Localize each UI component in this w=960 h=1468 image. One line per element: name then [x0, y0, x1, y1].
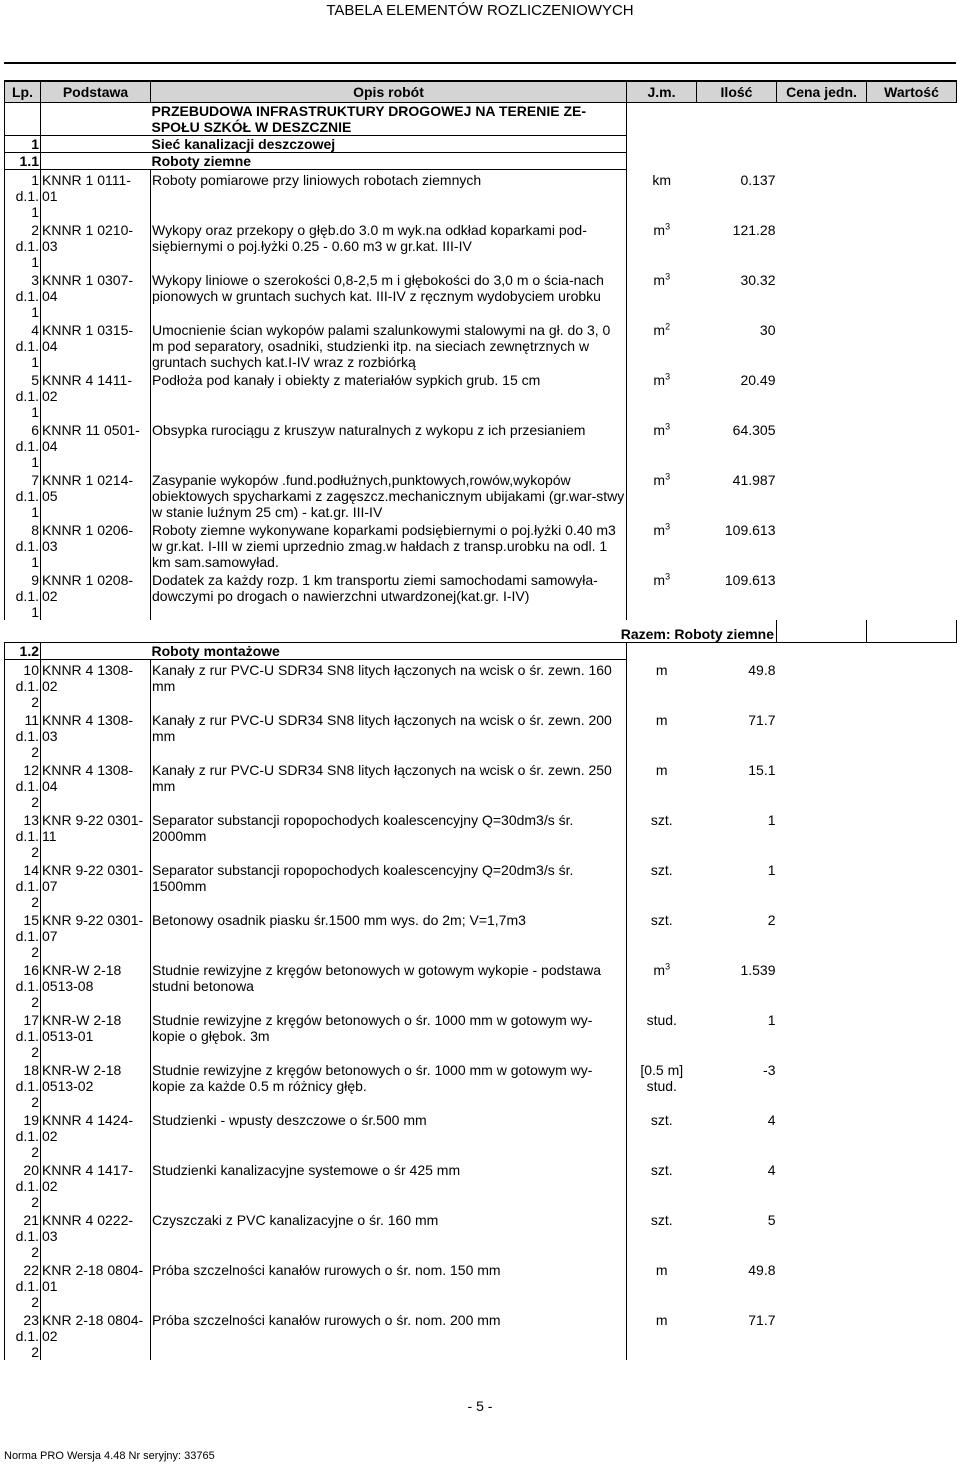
table-row — [5, 1210, 957, 1260]
row-quantity: 4 — [767, 1112, 776, 1128]
row-unit-price — [777, 960, 867, 1010]
row-unit-price — [777, 1310, 867, 1360]
table-row — [5, 270, 957, 320]
table-header-row — [5, 81, 957, 103]
row-description: Próba szczelności kanałów rurowych o śr. nom. 200 mm — [151, 1310, 627, 1360]
row-basis: KNNR 4 1417- 02 — [41, 1160, 151, 1210]
table-row — [5, 1110, 957, 1160]
row-lp: 21 d.1. 2 — [5, 1210, 41, 1260]
row-basis: KNNR 4 1424- 02 — [41, 1110, 151, 1160]
row-unit: m — [655, 712, 668, 728]
row-lp: 17 d.1. 2 — [5, 1010, 41, 1060]
row-basis: KNNR 1 0214- 05 — [41, 470, 151, 520]
row-unit-price — [777, 1260, 867, 1310]
row-basis: KNNR 1 0208- 02 — [41, 570, 151, 620]
row-unit-price — [777, 370, 867, 420]
row-lp: 20 d.1. 2 — [5, 1160, 41, 1210]
table-row — [5, 520, 957, 570]
subsection-row — [5, 153, 957, 170]
row-quantity: 49.8 — [748, 1262, 776, 1278]
table-row — [5, 1260, 957, 1310]
row-quantity: 4 — [767, 1162, 776, 1178]
row-quantity: 1.539 — [740, 962, 776, 978]
row-quantity: 2 — [767, 912, 776, 928]
table-row — [5, 860, 957, 910]
col-header-cena: Cena jedn. — [777, 81, 867, 103]
section-title: Sieć kanalizacji deszczowej — [151, 136, 627, 153]
row-basis: KNNR 4 1411- 02 — [41, 370, 151, 420]
row-quantity: 49.8 — [748, 661, 776, 678]
table-row — [5, 470, 957, 520]
row-quantity: 109.613 — [724, 572, 776, 588]
row-unit-price — [777, 1010, 867, 1060]
row-basis: KNR 9-22 0301- 11 — [41, 810, 151, 860]
row-description: Studzienki kanalizacyjne systemowe o śr 425 mm — [151, 1160, 627, 1210]
row-unit: $m^2$ — [653, 321, 671, 338]
row-unit: szt. — [650, 1112, 673, 1128]
col-header-podstawa: Podstawa — [41, 81, 151, 103]
row-lp: 16 d.1. 2 — [5, 960, 41, 1010]
row-description: Zasypanie wykopów .fund.podłużnych,punktowych,rowów,wykopów obiektowych spycharkami z zagęszcz.mechanicznym ubijakami (gr.war-stwy w stanie luźnym 25 cm) - kat.gr. III-IV — [151, 470, 627, 520]
row-basis: KNR-W 2-18 0513-08 — [41, 960, 151, 1010]
row-unit-price — [777, 1110, 867, 1160]
table-row — [5, 910, 957, 960]
table-row — [5, 420, 957, 470]
row-unit-price — [777, 170, 867, 221]
row-unit: m — [655, 1262, 668, 1278]
row-lp: 2 d.1. 1 — [5, 220, 41, 270]
document-title: TABELA ELEMENTÓW ROZLICZENIOWYCH — [326, 2, 634, 19]
subsection-lp: 1.2 — [5, 643, 41, 660]
row-value — [867, 960, 957, 1010]
row-lp: 9 d.1. 1 — [5, 570, 41, 620]
row-unit: szt. — [650, 1212, 673, 1228]
project-title-row — [5, 103, 957, 136]
row-unit-price — [777, 660, 867, 711]
row-quantity: 109.613 — [724, 522, 776, 538]
row-value — [867, 860, 957, 910]
row-value — [867, 810, 957, 860]
row-basis: KNNR 1 0206- 03 — [41, 520, 151, 570]
row-value — [867, 170, 957, 221]
row-description: Betonowy osadnik piasku śr.1500 mm wys. do 2m; V=1,7m3 — [151, 910, 627, 960]
row-lp: 10 d.1. 2 — [5, 660, 41, 711]
table-row — [5, 810, 957, 860]
row-lp: 15 d.1. 2 — [5, 910, 41, 960]
col-header-wartosc: Wartość — [867, 81, 957, 103]
row-lp: 5 d.1. 1 — [5, 370, 41, 420]
table-row — [5, 760, 957, 810]
row-lp: 12 d.1. 2 — [5, 760, 41, 810]
row-value — [867, 420, 957, 470]
row-description: Próba szczelności kanałów rurowych o śr. nom. 150 mm — [151, 1260, 627, 1310]
row-unit: szt. — [650, 912, 673, 928]
row-basis: KNR 9-22 0301- 07 — [41, 910, 151, 960]
row-unit: szt. — [650, 1162, 673, 1178]
row-lp: 19 d.1. 2 — [5, 1110, 41, 1160]
table-row — [5, 320, 957, 370]
row-description: Separator substancji ropopochodych koalescencyjny Q=30dm3/s śr. 2000mm — [151, 810, 627, 860]
row-unit: $m^3$ — [653, 571, 671, 588]
row-unit: $m^3$ — [653, 271, 671, 288]
row-unit: stud. — [646, 1012, 677, 1028]
table-row — [5, 220, 957, 270]
row-description: Roboty ziemne wykonywane koparkami podsiębiernymi o poj.łyżki 0.40 m3 w gr.kat. I-III w ziemi uprzednio zmag.w hałdach z transp.urobku na odl. 1 km sam.samowyład. — [151, 520, 627, 570]
row-basis: KNNR 11 0501- 04 — [41, 420, 151, 470]
col-header-ilosc: Ilość — [697, 81, 777, 103]
row-description: Kanały z rur PVC-U SDR34 SN8 litych łączonych na wcisk o śr. zewn. 250 mm — [151, 760, 627, 810]
row-quantity: 64.305 — [732, 422, 776, 438]
row-value — [867, 910, 957, 960]
row-value — [867, 570, 957, 620]
row-quantity: 0.137 — [740, 171, 776, 188]
row-unit-price — [777, 910, 867, 960]
page-number: - 5 - — [467, 1398, 493, 1414]
table-row — [5, 1010, 957, 1060]
subtotal-row — [5, 620, 957, 643]
row-quantity: 5 — [767, 1212, 776, 1228]
row-lp: 22 d.1. 2 — [5, 1260, 41, 1310]
row-quantity: 41.987 — [732, 472, 776, 488]
col-header-opis: Opis robót — [151, 81, 627, 103]
row-value — [867, 1310, 957, 1360]
row-unit: m — [655, 1312, 668, 1328]
row-basis: KNNR 4 1308- 03 — [41, 710, 151, 760]
footer-software-info: Norma PRO Wersja 4.48 Nr seryjny: 33765 — [4, 1450, 215, 1462]
row-unit: $m^3$ — [653, 471, 671, 488]
table-body — [5, 103, 957, 1361]
row-lp: 13 d.1. 2 — [5, 810, 41, 860]
row-basis: KNNR 1 0315- 04 — [41, 320, 151, 370]
subsection-title: Roboty ziemne — [151, 153, 627, 170]
row-unit-price — [777, 1060, 867, 1110]
row-quantity: 30.32 — [740, 272, 776, 288]
table-row — [5, 960, 957, 1010]
row-lp: 11 d.1. 2 — [5, 710, 41, 760]
row-value — [867, 710, 957, 760]
row-description: Studnie rewizyjne z kręgów betonowych o śr. 1000 mm w gotowym wy-kopie za każde 0.5 m różnicy głęb. — [151, 1060, 627, 1110]
row-description: Dodatek za każdy rozp. 1 km transportu ziemi samochodami samowyła-dowczymi po drogach o nawierzchni utwardzonej(kat.gr. I-IV) — [151, 570, 627, 620]
row-quantity: 71.7 — [748, 712, 776, 728]
row-unit-price — [777, 860, 867, 910]
row-value — [867, 1110, 957, 1160]
row-description: Studnie rewizyjne z kręgów betonowych o śr. 1000 mm w gotowym wy-kopie o głębok. 3m — [151, 1010, 627, 1060]
row-unit: szt. — [650, 812, 673, 828]
row-description: Podłoża pod kanały i obiekty z materiałów sypkich grub. 15 cm — [151, 370, 627, 420]
cost-estimate-table — [4, 80, 957, 1360]
row-unit: szt. — [650, 862, 673, 878]
row-unit-price — [777, 1160, 867, 1210]
row-unit-price — [777, 420, 867, 470]
table-row — [5, 1060, 957, 1110]
row-basis: KNNR 4 0222- 03 — [41, 1210, 151, 1260]
table-row — [5, 1310, 957, 1360]
row-description: Umocnienie ścian wykopów palami szalunkowymi stalowymi na gł. do 3, 0 m pod separatory, osadniki, studzienki itp. na sieciach zewnętrznych w gruntach suchych kat.I-IV wraz z rozbiórką — [151, 320, 627, 370]
row-description: Separator substancji ropopochodych koalescencyjny Q=20dm3/s śr. 1500mm — [151, 860, 627, 910]
row-basis: KNNR 4 1308- 04 — [41, 760, 151, 810]
row-value — [867, 320, 957, 370]
row-unit-price — [777, 810, 867, 860]
row-unit: km — [652, 171, 672, 188]
row-unit: $m^3$ — [653, 961, 671, 978]
col-header-lp: Lp. — [5, 81, 41, 103]
row-basis: KNR 2-18 0804- 02 — [41, 1310, 151, 1360]
row-quantity: 1 — [767, 1012, 776, 1028]
top-rule — [4, 62, 956, 64]
row-unit: $m^3$ — [653, 221, 671, 238]
row-description: Roboty pomiarowe przy liniowych robotach ziemnych — [151, 170, 627, 221]
row-description: Studzienki - wpusty deszczowe o śr.500 mm — [151, 1110, 627, 1160]
subtotal-value — [867, 620, 957, 643]
row-lp: 1 d.1. 1 — [5, 170, 41, 221]
row-unit: m — [655, 762, 668, 778]
col-header-jm: J.m. — [627, 81, 697, 103]
row-basis: KNR-W 2-18 0513-02 — [41, 1060, 151, 1110]
subsection-title: Roboty montażowe — [151, 643, 627, 660]
subtotal-label: Razem: Roboty ziemne — [5, 620, 777, 643]
row-value — [867, 760, 957, 810]
row-quantity: 71.7 — [748, 1312, 776, 1328]
row-lp: 4 d.1. 1 — [5, 320, 41, 370]
row-value — [867, 1060, 957, 1110]
row-value — [867, 660, 957, 711]
row-value — [867, 1210, 957, 1260]
row-basis: KNR 9-22 0301- 07 — [41, 860, 151, 910]
row-unit-price — [777, 710, 867, 760]
row-lp: 6 d.1. 1 — [5, 420, 41, 470]
row-basis: KNNR 1 0307- 04 — [41, 270, 151, 320]
row-unit-price — [777, 760, 867, 810]
row-description: Kanały z rur PVC-U SDR34 SN8 litych łączonych na wcisk o śr. zewn. 200 mm — [151, 710, 627, 760]
table-row — [5, 1160, 957, 1210]
row-value — [867, 370, 957, 420]
row-quantity: 15.1 — [748, 762, 776, 778]
row-unit: $m^3$ — [653, 421, 671, 438]
row-unit-price — [777, 570, 867, 620]
table-row — [5, 570, 957, 620]
row-basis: KNR-W 2-18 0513-01 — [41, 1010, 151, 1060]
row-unit-price — [777, 520, 867, 570]
table-row — [5, 660, 957, 711]
row-value — [867, 470, 957, 520]
row-basis: KNNR 1 0111- 01 — [41, 170, 151, 221]
row-value — [867, 1160, 957, 1210]
row-lp: 8 d.1. 1 — [5, 520, 41, 570]
row-value — [867, 1260, 957, 1310]
row-unit: $m^3$ — [653, 521, 671, 538]
row-unit-price — [777, 270, 867, 320]
row-quantity: 20.49 — [740, 372, 776, 388]
row-description: Wykopy oraz przekopy o głęb.do 3.0 m wyk.na odkład koparkami pod-siębiernymi o poj.łyżki 0.25 - 0.60 m3 w gr.kat. III-IV — [151, 220, 627, 270]
subsection-row — [5, 643, 957, 660]
subsection-lp: 1.1 — [5, 153, 41, 170]
row-quantity: 1 — [767, 812, 776, 828]
row-basis: KNR 2-18 0804- 01 — [41, 1260, 151, 1310]
row-unit: [0.5 m] stud. — [640, 1062, 684, 1094]
row-quantity: -3 — [763, 1062, 776, 1078]
table-row — [5, 710, 957, 760]
row-unit-price — [777, 1210, 867, 1260]
row-unit-price — [777, 220, 867, 270]
row-quantity: 121.28 — [732, 222, 776, 238]
section-lp: 1 — [5, 136, 41, 153]
row-value — [867, 520, 957, 570]
row-description: Kanały z rur PVC-U SDR34 SN8 litych łączonych na wcisk o śr. zewn. 160 mm — [151, 660, 627, 711]
row-unit: $m^3$ — [653, 371, 671, 388]
project-title: PRZEBUDOWA INFRASTRUKTURY DROGOWEJ NA TERENIE ZE-SPOŁU SZKÓŁ W DESZCZNIE — [151, 103, 627, 136]
row-lp: 7 d.1. 1 — [5, 470, 41, 520]
row-lp: 23 d.1. 2 — [5, 1310, 41, 1360]
row-lp: 14 d.1. 2 — [5, 860, 41, 910]
row-description: Czyszczaki z PVC kanalizacyjne o śr. 160 mm — [151, 1210, 627, 1260]
row-value — [867, 270, 957, 320]
table-row — [5, 370, 957, 420]
row-unit-price — [777, 320, 867, 370]
row-lp: 18 d.1. 2 — [5, 1060, 41, 1110]
row-basis: KNNR 4 1308- 02 — [41, 660, 151, 711]
row-quantity: 1 — [767, 862, 776, 878]
row-unit: m — [655, 661, 668, 678]
table-row — [5, 170, 957, 221]
row-description: Wykopy liniowe o szerokości 0,8-2,5 m i głębokości do 3,0 m o ścia-nach pionowych w gruntach suchych kat. III-IV z ręcznym wydobyciem urobku — [151, 270, 627, 320]
row-unit-price — [777, 470, 867, 520]
row-description: Studnie rewizyjne z kręgów betonowych w gotowym wykopie - podstawa studni betonowa — [151, 960, 627, 1010]
row-description: Obsypka rurociągu z kruszyw naturalnych z wykopu z ich przesianiem — [151, 420, 627, 470]
row-quantity: 30 — [759, 322, 776, 338]
row-basis: KNNR 1 0210- 03 — [41, 220, 151, 270]
row-value — [867, 1010, 957, 1060]
section-row — [5, 136, 957, 153]
row-value — [867, 220, 957, 270]
row-lp: 3 d.1. 1 — [5, 270, 41, 320]
